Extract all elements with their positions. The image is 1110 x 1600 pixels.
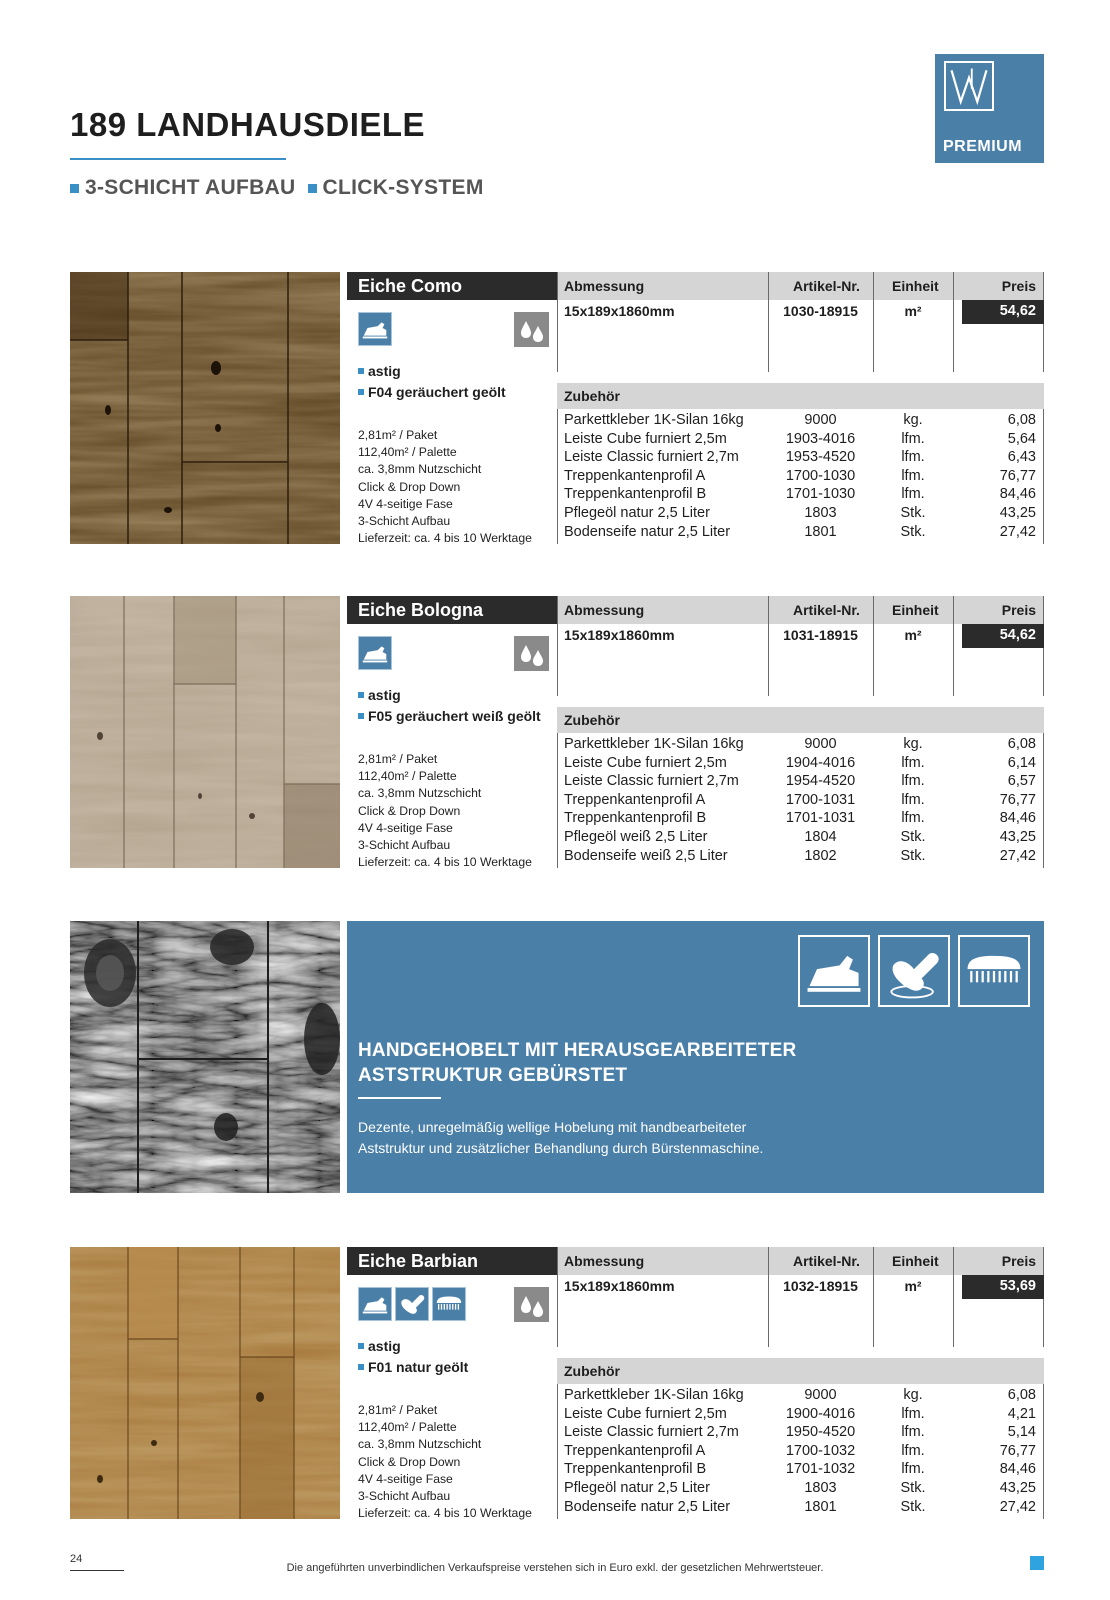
accessories-label: Zubehör xyxy=(564,1363,620,1379)
accessory-unit: Stk. xyxy=(900,505,926,521)
hand-scraper-icon xyxy=(878,935,950,1007)
product-photo-barbian xyxy=(70,1247,340,1519)
accessory-unit: lfm. xyxy=(901,1461,925,1478)
product-specs xyxy=(358,1402,532,1522)
accessory-name: Leiste Classic furniert 2,7m xyxy=(564,773,739,790)
article-number: 1032-18915 xyxy=(783,1278,858,1294)
accessory-name: Treppenkantenprofil A xyxy=(564,1442,706,1459)
accessory-price: 6,43 xyxy=(1007,449,1036,466)
accessory-name: Bodenseife weiß 2,5 Liter xyxy=(564,847,728,864)
brush-icon xyxy=(432,1287,466,1321)
spec-line: Click & Drop Down xyxy=(358,1454,461,1469)
unit-value: m² xyxy=(904,627,922,643)
treatment-icons xyxy=(358,312,392,346)
accessory-name: Treppenkantenprofil A xyxy=(564,791,706,808)
subtitle-system: CLICK-SYSTEM xyxy=(322,176,484,199)
accessory-row xyxy=(557,1387,1044,1406)
accessory-unit: lfm. xyxy=(901,430,925,447)
accessory-price: 27,42 xyxy=(999,1498,1036,1515)
product-name: Eiche Como xyxy=(347,272,559,300)
accessory-unit: Stk. xyxy=(900,523,926,540)
accessory-name: Bodenseife natur 2,5 Liter xyxy=(564,523,731,540)
banner-icons xyxy=(798,935,1030,1007)
oil-drops-icon xyxy=(514,1287,549,1322)
product-name: Eiche Bologna xyxy=(347,596,559,624)
product-info-barbian xyxy=(347,1247,559,1519)
accessory-name: Leiste Cube furniert 2,5m xyxy=(564,754,727,771)
col-header-unit: Einheit xyxy=(892,278,939,294)
accessory-row xyxy=(557,1480,1044,1499)
logo-w-icon xyxy=(946,63,992,109)
feature-finish xyxy=(358,384,506,400)
col-header-dimension: Abmessung xyxy=(564,278,645,294)
accessory-row xyxy=(557,1499,1044,1518)
page-title: 189 LANDHAUSDIELE xyxy=(70,106,426,143)
column-divider xyxy=(873,596,874,696)
price-value: 54,62 xyxy=(962,300,1044,324)
spec-line: ca. 3,8mm Nutzschicht xyxy=(358,462,482,477)
accessory-article: 9000 xyxy=(804,736,837,752)
accessory-name: Treppenkantenprofil B xyxy=(564,486,707,503)
accessory-row xyxy=(557,736,1044,755)
bullet-square-icon xyxy=(358,389,364,395)
accessory-row xyxy=(557,449,1044,468)
accessory-price: 5,64 xyxy=(1007,430,1036,447)
accessory-price: 6,14 xyxy=(1007,754,1036,771)
spec-line: ca. 3,8mm Nutzschicht xyxy=(358,786,482,801)
bullet-square-icon xyxy=(358,1343,364,1349)
accessory-name: Leiste Classic furniert 2,7m xyxy=(564,449,739,466)
product-specs xyxy=(358,427,532,547)
feature-finish xyxy=(358,1359,468,1375)
accessory-name: Treppenkantenprofil B xyxy=(564,810,707,827)
banner-heading xyxy=(358,1038,796,1088)
accessory-row xyxy=(557,829,1044,848)
col-header-article: Artikel-Nr. xyxy=(793,278,860,294)
column-divider xyxy=(953,596,954,696)
accessory-price: 6,08 xyxy=(1007,736,1036,752)
accessory-row xyxy=(557,431,1044,450)
subtitle-construction: 3-SCHICHT AUFBAU xyxy=(85,176,296,199)
accessory-unit: lfm. xyxy=(901,1424,925,1441)
accessory-row xyxy=(557,412,1044,431)
accessory-unit: lfm. xyxy=(901,1405,925,1422)
column-divider xyxy=(768,596,769,696)
spec-line: Lieferzeit: ca. 4 bis 10 Werktage xyxy=(358,531,532,546)
feature-banner xyxy=(347,921,1044,1193)
accessory-price: 27,42 xyxy=(999,847,1036,864)
spec-line: ca. 3,8mm Nutzschicht xyxy=(358,1437,482,1452)
col-header-article: Artikel-Nr. xyxy=(793,602,860,618)
feature-finish xyxy=(358,708,541,724)
accessory-price: 43,25 xyxy=(999,1480,1036,1496)
hand-plane-icon xyxy=(798,935,870,1007)
column-divider xyxy=(873,1247,874,1347)
product-photo-bologna xyxy=(70,596,340,868)
accessory-name: Parkettkleber 1K-Silan 16kg xyxy=(564,736,744,752)
brush-icon xyxy=(958,935,1030,1007)
texture-photo-brushed xyxy=(70,921,340,1193)
accessory-name: Leiste Cube furniert 2,5m xyxy=(564,1405,727,1422)
column-divider xyxy=(768,1247,769,1347)
brand-logo xyxy=(935,54,1044,163)
accessory-unit: kg. xyxy=(903,1387,923,1403)
accessory-price: 6,08 xyxy=(1007,412,1036,428)
column-divider xyxy=(953,272,954,372)
accessory-unit: lfm. xyxy=(901,810,925,827)
accessory-article: 1803 xyxy=(804,1480,837,1496)
accessory-price: 84,46 xyxy=(999,1461,1036,1478)
accessory-unit: kg. xyxy=(903,412,923,428)
accessory-name: Treppenkantenprofil A xyxy=(564,467,706,484)
feature-knotty xyxy=(358,687,401,703)
price-table-como xyxy=(557,272,1044,544)
accessory-row xyxy=(557,792,1044,811)
bullet-square-icon xyxy=(358,713,364,719)
accessory-row xyxy=(557,524,1044,543)
accessory-price: 76,77 xyxy=(999,791,1036,808)
spec-line: 3-Schicht Aufbau xyxy=(358,1489,451,1504)
accessory-name: Leiste Classic furniert 2,7m xyxy=(564,1424,739,1441)
column-divider xyxy=(557,596,558,696)
accessory-article: 1701-1032 xyxy=(785,1461,856,1478)
dimension-value: 15x189x1860mm xyxy=(564,303,675,319)
oil-drops-icon xyxy=(514,312,549,347)
col-header-price: Preis xyxy=(1001,602,1036,618)
hand-scraper-icon xyxy=(395,1287,429,1321)
accessory-unit: lfm. xyxy=(901,467,925,484)
accessory-row xyxy=(557,468,1044,487)
accessory-name: Pflegeöl natur 2,5 Liter xyxy=(564,1480,710,1496)
accessory-article: 1801 xyxy=(804,523,837,540)
spec-line: 3-Schicht Aufbau xyxy=(358,514,451,529)
accessory-unit: lfm. xyxy=(901,773,925,790)
feature-label: F01 natur geölt xyxy=(368,1359,469,1375)
accessory-price: 76,77 xyxy=(999,467,1036,484)
accessory-name: Pflegeöl weiß 2,5 Liter xyxy=(564,829,708,845)
logo-w-frame xyxy=(944,61,994,111)
bullet-square-icon xyxy=(308,184,317,193)
column-divider xyxy=(953,1247,954,1347)
feature-label: astig xyxy=(368,1338,401,1354)
hand-plane-icon xyxy=(358,312,392,346)
banner-heading-line: ASTSTRUKTUR GEBÜRSTET xyxy=(358,1065,628,1086)
page-number: 24 xyxy=(70,1553,83,1565)
spec-line: 112,40m² / Palette xyxy=(358,769,457,784)
accessory-price: 76,77 xyxy=(999,1442,1036,1459)
product-info-como xyxy=(347,272,559,544)
hand-plane-icon xyxy=(358,1287,392,1321)
accessory-unit: Stk. xyxy=(900,847,926,864)
treatment-icons xyxy=(358,636,392,670)
accessory-row xyxy=(557,486,1044,505)
price-table-barbian xyxy=(557,1247,1044,1519)
col-header-price: Preis xyxy=(1001,278,1036,294)
accessories-header xyxy=(557,1358,1044,1384)
footer-square-icon xyxy=(1030,1556,1044,1570)
accessory-row xyxy=(557,1461,1044,1480)
col-header-unit: Einheit xyxy=(892,1253,939,1269)
column-divider xyxy=(873,272,874,372)
oil-drops-icon xyxy=(514,636,549,671)
price-footnote: Die angeführten unverbindlichen Verkaufspreise verstehen sich in Euro exkl. der gesetzlichen Mehrwertsteuer. xyxy=(286,1562,824,1574)
price-value: 53,69 xyxy=(962,1275,1044,1299)
column-divider xyxy=(768,272,769,372)
subtitle xyxy=(70,176,490,200)
accessory-row xyxy=(557,1424,1044,1443)
accessory-name: Leiste Cube furniert 2,5m xyxy=(564,430,727,447)
accessory-price: 4,21 xyxy=(1007,1405,1036,1422)
col-header-price: Preis xyxy=(1001,1253,1036,1269)
accessory-unit: lfm. xyxy=(901,791,925,808)
unit-value: m² xyxy=(904,1278,922,1294)
bullet-square-icon xyxy=(358,692,364,698)
logo-label: PREMIUM xyxy=(943,138,1023,155)
accessory-row xyxy=(557,773,1044,792)
spec-line: Click & Drop Down xyxy=(358,803,461,818)
accessory-price: 43,25 xyxy=(999,505,1036,521)
col-header-dimension: Abmessung xyxy=(564,602,645,618)
feature-label: astig xyxy=(368,363,401,379)
spec-line: 2,81m² / Paket xyxy=(358,428,438,442)
product-info-bologna xyxy=(347,596,559,868)
banner-rule xyxy=(358,1097,441,1099)
treatment-icons xyxy=(358,1287,466,1321)
accessory-article: 1803 xyxy=(804,505,837,521)
accessory-name: Bodenseife natur 2,5 Liter xyxy=(564,1498,731,1515)
accessory-article: 1903-4016 xyxy=(785,430,856,447)
accessory-article: 1802 xyxy=(804,847,837,864)
accessory-row xyxy=(557,848,1044,867)
accessory-unit: Stk. xyxy=(900,1498,926,1515)
accessory-unit: kg. xyxy=(903,736,923,752)
accessories-header xyxy=(557,707,1044,733)
accessory-price: 27,42 xyxy=(999,523,1036,540)
accessory-article: 1701-1030 xyxy=(785,486,856,503)
accessory-unit: lfm. xyxy=(901,449,925,466)
accessory-article: 1700-1032 xyxy=(785,1442,856,1459)
dimension-value: 15x189x1860mm xyxy=(564,1278,675,1294)
accessory-price: 6,08 xyxy=(1007,1387,1036,1403)
column-divider xyxy=(557,1247,558,1347)
spec-line: 2,81m² / Paket xyxy=(358,1403,438,1417)
product-specs xyxy=(358,751,532,871)
accessory-article: 1801 xyxy=(804,1498,837,1515)
title-underline xyxy=(70,158,286,160)
feature-label: astig xyxy=(368,687,401,703)
feature-label: F05 geräuchert weiß geölt xyxy=(368,708,541,724)
unit-value: m² xyxy=(904,303,922,319)
accessory-row xyxy=(557,755,1044,774)
accessory-row xyxy=(557,810,1044,829)
spec-line: 112,40m² / Palette xyxy=(358,445,457,460)
spec-line: 3-Schicht Aufbau xyxy=(358,838,451,853)
accessory-row xyxy=(557,1406,1044,1425)
column-divider xyxy=(557,272,558,372)
accessory-article: 1700-1031 xyxy=(785,791,856,808)
bullet-square-icon xyxy=(358,368,364,374)
banner-text-line: Aststruktur und zusätzlicher Behandlung durch Bürstenmaschine. xyxy=(358,1140,764,1156)
bullet-square-icon xyxy=(358,1364,364,1370)
accessory-name: Pflegeöl natur 2,5 Liter xyxy=(564,505,710,521)
accessory-article: 1804 xyxy=(804,829,837,845)
col-header-unit: Einheit xyxy=(892,602,939,618)
accessory-unit: lfm. xyxy=(901,1442,925,1459)
accessory-row xyxy=(557,505,1044,524)
spec-line: 2,81m² / Paket xyxy=(358,752,438,766)
spec-line: 4V 4-seitige Fase xyxy=(358,496,453,511)
accessory-article: 9000 xyxy=(804,1387,837,1403)
accessory-article: 1700-1030 xyxy=(785,467,856,484)
accessory-unit: lfm. xyxy=(901,754,925,771)
accessory-article: 9000 xyxy=(804,412,837,428)
accessory-name: Parkettkleber 1K-Silan 16kg xyxy=(564,1387,744,1403)
accessory-price: 84,46 xyxy=(999,810,1036,827)
accessory-article: 1904-4016 xyxy=(785,754,856,771)
feature-knotty xyxy=(358,363,401,379)
col-header-dimension: Abmessung xyxy=(564,1253,645,1269)
accessory-name: Parkettkleber 1K-Silan 16kg xyxy=(564,412,744,428)
accessory-price: 6,57 xyxy=(1007,773,1036,790)
article-number: 1031-18915 xyxy=(783,627,858,643)
price-value: 54,62 xyxy=(962,624,1044,648)
spec-line: Click & Drop Down xyxy=(358,479,461,494)
accessory-price: 43,25 xyxy=(999,829,1036,845)
article-number: 1030-18915 xyxy=(783,303,858,319)
price-table-bologna xyxy=(557,596,1044,868)
col-header-article: Artikel-Nr. xyxy=(793,1253,860,1269)
dimension-value: 15x189x1860mm xyxy=(564,627,675,643)
accessory-unit: lfm. xyxy=(901,486,925,503)
bullet-square-icon xyxy=(70,184,79,193)
accessories-label: Zubehör xyxy=(564,712,620,728)
accessory-article: 1954-4520 xyxy=(785,773,856,790)
accessory-article: 1701-1031 xyxy=(785,810,856,827)
banner-text-line: Dezente, unregelmäßig wellige Hobelung mit handbearbeiteter xyxy=(358,1119,747,1135)
spec-line: 4V 4-seitige Fase xyxy=(358,820,453,835)
accessory-article: 1950-4520 xyxy=(785,1424,856,1441)
accessory-article: 1953-4520 xyxy=(785,449,856,466)
feature-knotty xyxy=(358,1338,401,1354)
spec-line: 4V 4-seitige Fase xyxy=(358,1471,453,1486)
accessories-label: Zubehör xyxy=(564,388,620,404)
accessory-row xyxy=(557,1443,1044,1462)
accessory-article: 1900-4016 xyxy=(785,1405,856,1422)
spec-line: 112,40m² / Palette xyxy=(358,1420,457,1435)
accessory-unit: Stk. xyxy=(900,1480,926,1496)
product-photo-como xyxy=(70,272,340,544)
spec-line: Lieferzeit: ca. 4 bis 10 Werktage xyxy=(358,855,532,870)
banner-heading-line: HANDGEHOBELT MIT HERAUSGEARBEITETER xyxy=(358,1040,797,1061)
accessory-price: 5,14 xyxy=(1007,1424,1036,1441)
product-name: Eiche Barbian xyxy=(347,1247,559,1275)
spec-line: Lieferzeit: ca. 4 bis 10 Werktage xyxy=(358,1506,532,1521)
accessory-price: 84,46 xyxy=(999,486,1036,503)
hand-plane-icon xyxy=(358,636,392,670)
accessory-unit: Stk. xyxy=(900,829,926,845)
accessory-name: Treppenkantenprofil B xyxy=(564,1461,707,1478)
feature-label: F04 geräuchert geölt xyxy=(368,384,506,400)
banner-text xyxy=(358,1117,763,1159)
accessories-header xyxy=(557,383,1044,409)
